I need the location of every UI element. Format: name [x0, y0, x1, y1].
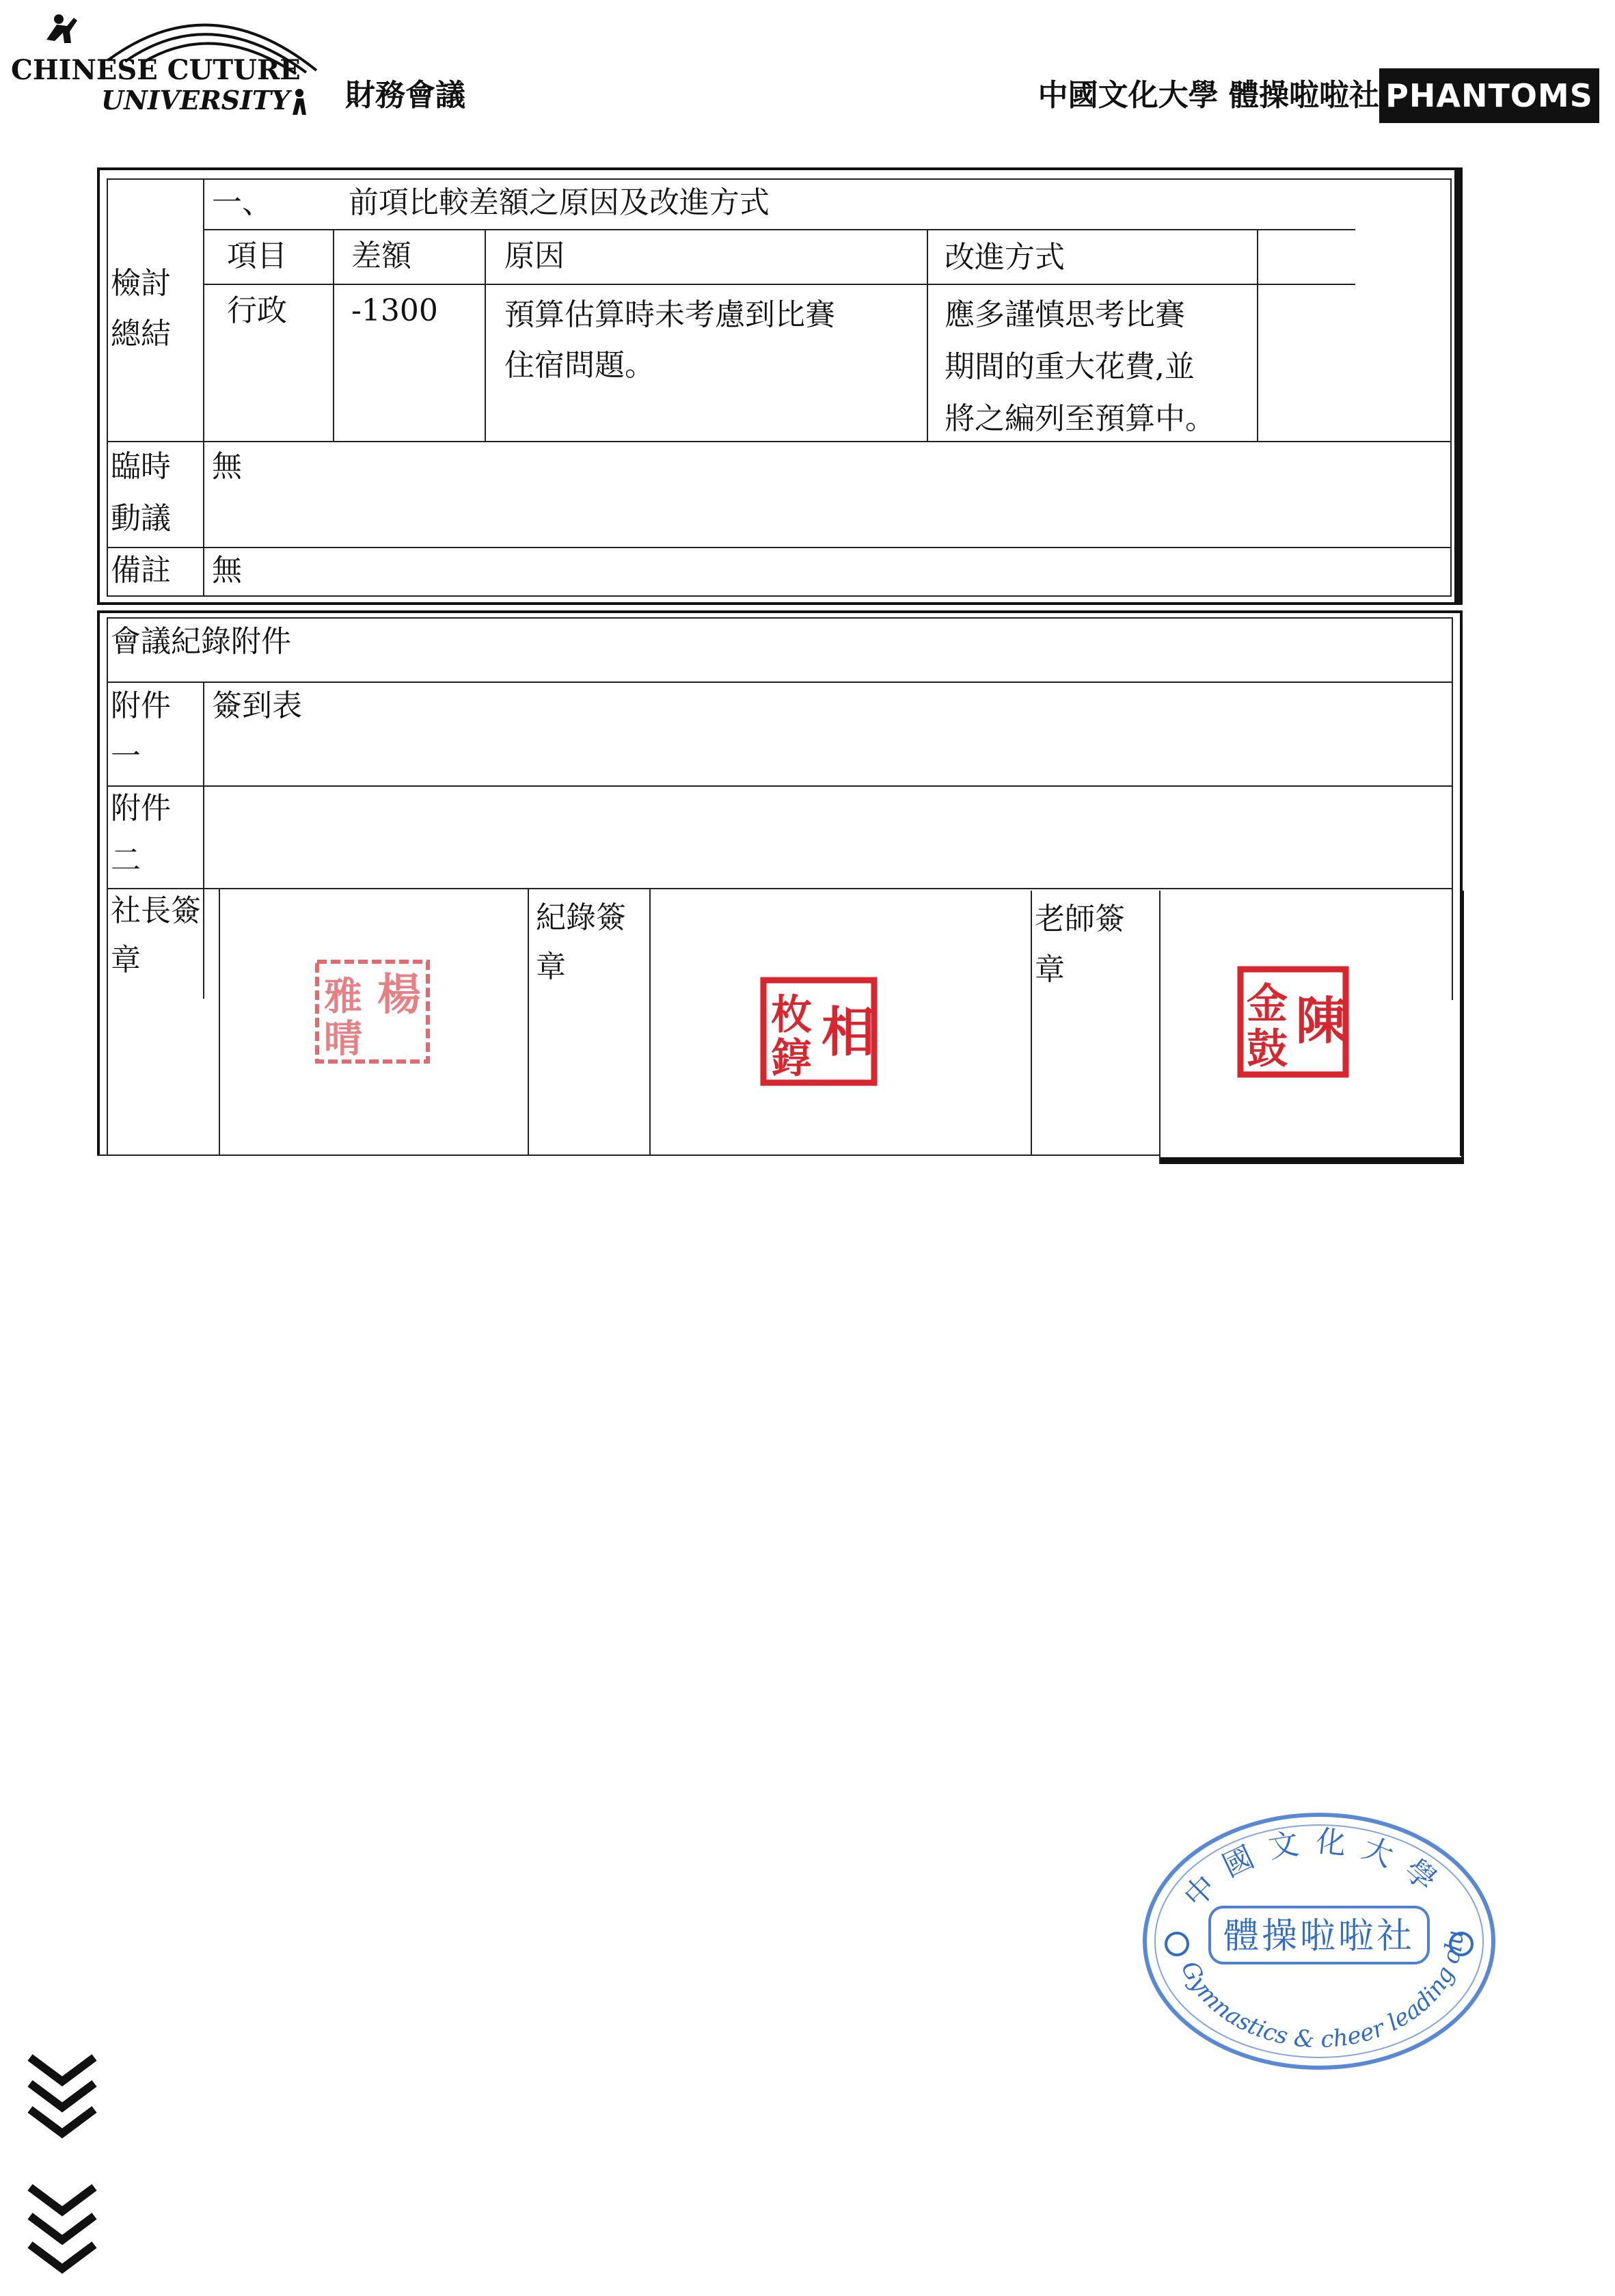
recorder-seal-char2: 枚	[771, 991, 812, 1039]
review-label-line1: 檢討	[111, 266, 171, 301]
brand-badge: PHANTOMS	[1379, 68, 1599, 123]
cell-reason-line2: 住宿問題。	[504, 348, 655, 383]
teacher-sign-label-line2: 章	[1035, 952, 1065, 987]
president-sign-label-line2: 章	[111, 943, 141, 977]
attachment1-value: 簽到表	[212, 688, 302, 723]
logo-line1: CHINESE CUTURE	[11, 54, 301, 86]
section-heading: 一、 前項比較差額之原因及改進方式	[212, 185, 770, 220]
cell-item: 行政	[227, 293, 287, 328]
attachments-heading: 會議紀錄附件	[111, 624, 291, 659]
recorder-seal	[760, 977, 878, 1086]
attachment1-label-line1: 附件	[111, 688, 171, 723]
teacher-seal-char2: 金	[1247, 980, 1288, 1028]
adhoc-label-line2: 動議	[111, 501, 171, 536]
president-seal-char1: 楊	[377, 969, 421, 1021]
cell-improvement-line1: 應多謹慎思考比賽	[945, 297, 1185, 332]
cell-improvement-line3: 將之編列至預算中。	[945, 401, 1215, 436]
club-stamp-bottom-text: Gymnastics & cheer leading clu	[1175, 1929, 1469, 2054]
university-club-name: 中國文化大學 體操啦啦社	[1037, 78, 1379, 113]
remarks-value: 無	[212, 553, 242, 588]
teacher-sign-label-line1: 老師簽	[1035, 902, 1125, 936]
cell-difference: -1300	[351, 293, 438, 328]
review-label-line2: 總結	[111, 316, 171, 351]
attachment2-label-line2: 二	[111, 843, 141, 878]
logo-line2: UNIVERSITY	[101, 85, 290, 116]
adhoc-label-line1: 臨時	[111, 449, 171, 484]
col-header-difference: 差額	[351, 239, 411, 273]
col-header-improvement: 改進方式	[945, 240, 1065, 275]
attachment1-label-line2: 一	[111, 739, 141, 774]
recorder-seal-char1: 相	[822, 1001, 876, 1064]
adhoc-value: 無	[212, 449, 242, 484]
attachment2-label-line1: 附件	[111, 791, 171, 826]
president-seal	[314, 959, 431, 1064]
teacher-cell-shadow	[1161, 1157, 1463, 1164]
col-header-item: 項目	[227, 239, 287, 273]
president-seal-char2: 雅	[324, 974, 362, 1019]
university-logo	[5, 5, 327, 122]
teacher-seal-char3: 鼓	[1247, 1025, 1288, 1073]
recorder-seal-char3: 錞	[771, 1035, 812, 1083]
recorder-sign-label-line2: 章	[536, 949, 566, 984]
president-seal-char3: 晴	[324, 1016, 362, 1062]
meeting-name: 財務會議	[345, 78, 465, 113]
teacher-seal	[1237, 966, 1349, 1078]
review-block-inner-frame	[107, 178, 1452, 597]
club-stamp-center-text: 體操啦啦社	[1223, 1916, 1415, 1957]
club-stamp-arc-text: 中國文化大學	[1177, 1824, 1455, 1915]
chevron-down-icon	[25, 2051, 100, 2146]
meeting-record-form	[97, 167, 1464, 1165]
club-stamp	[1135, 1805, 1504, 2078]
recorder-sign-label-line1: 紀錄簽	[536, 900, 626, 935]
chevron-down-icon	[25, 2180, 100, 2283]
cell-reason-line1: 預算估算時未考慮到比賽	[504, 297, 835, 332]
remarks-label: 備註	[111, 553, 171, 588]
teacher-seal-char1: 陳	[1296, 992, 1346, 1051]
col-header-reason: 原因	[504, 239, 565, 273]
cell-improvement-line2: 期間的重大花費,並	[945, 349, 1195, 384]
president-sign-label-line1: 社長簽	[111, 893, 201, 928]
